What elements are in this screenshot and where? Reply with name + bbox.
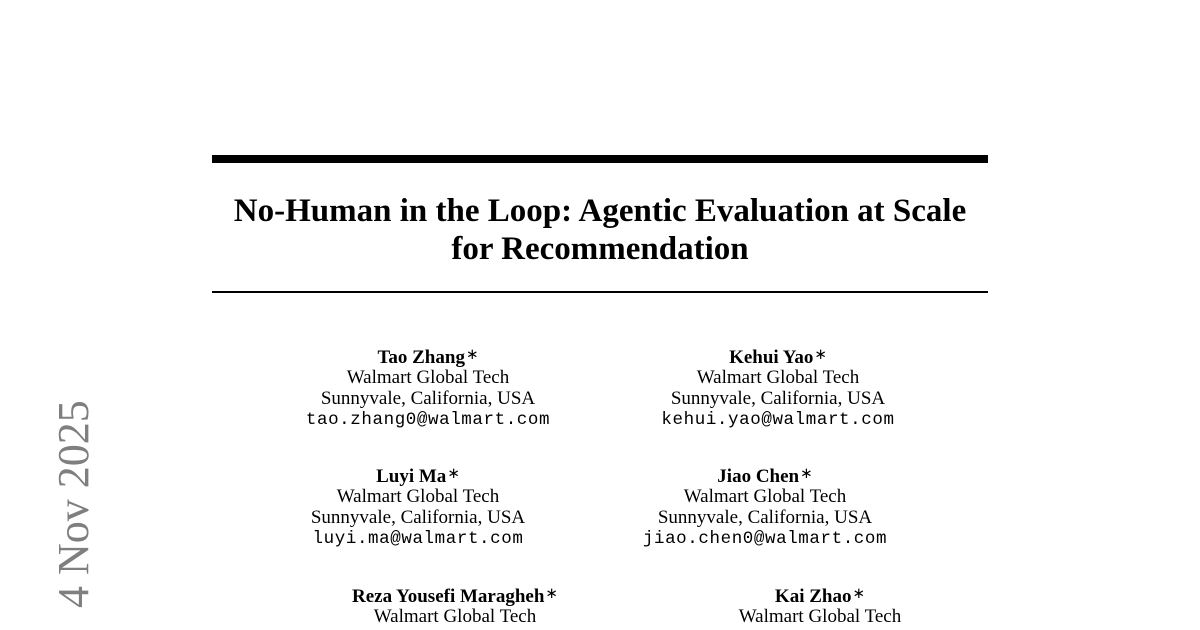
author-affiliation: Walmart Global Tech [373, 605, 537, 627]
paper-title [212, 192, 988, 268]
author-name: Tao Zhang [377, 347, 465, 368]
author-affiliation: Walmart Global Tech [738, 605, 902, 627]
author-email: jiao.chen0@walmart.com [642, 528, 888, 549]
author-location: Sunnyvale, California, USA [310, 507, 526, 528]
author-location: Sunnyvale, California, USA [657, 507, 873, 528]
author-affiliation: Walmart Global Tech [346, 366, 510, 388]
author-email: kehui.yao@walmart.com [661, 409, 895, 430]
author-name: Kehui Yao [729, 347, 814, 368]
author-name: Reza Yousefi Maragheh [351, 586, 545, 607]
title-bottom-rule [212, 291, 988, 293]
author-block [218, 464, 618, 550]
author-affiliation: Walmart Global Tech [683, 485, 847, 507]
author-email: tao.zhang0@walmart.com [305, 409, 551, 430]
equal-contribution-mark: ∗ [800, 466, 813, 482]
author-location: Sunnyvale, California, USA [670, 388, 886, 409]
title-top-rule [212, 155, 988, 163]
equal-contribution-mark: ∗ [465, 347, 479, 363]
author-name: Kai Zhao [774, 586, 852, 607]
author-block [620, 584, 1020, 627]
author-name: Jiao Chen [717, 466, 800, 487]
author-location: Sunnyvale, California, USA [320, 388, 536, 409]
paper-title-line-2: for Recommendation [451, 231, 749, 267]
author-affiliation: Walmart Global Tech [696, 366, 860, 388]
author-block [255, 584, 655, 627]
equal-contribution-mark: ∗ [814, 347, 827, 363]
equal-contribution-mark: ∗ [852, 586, 866, 602]
author-name: Luyi Ma [376, 466, 447, 487]
author-block [228, 345, 628, 431]
equal-contribution-mark: ∗ [545, 586, 558, 602]
author-email: luyi.ma@walmart.com [312, 528, 524, 549]
equal-contribution-mark: ∗ [447, 466, 460, 482]
arxiv-date-stamp: 4 Nov 2025 [49, 400, 98, 608]
paper-title-line-1: No-Human in the Loop: Agentic Evaluation at Scale [233, 193, 967, 229]
author-block [578, 345, 978, 431]
author-affiliation: Walmart Global Tech [336, 485, 500, 507]
author-block [565, 464, 965, 550]
